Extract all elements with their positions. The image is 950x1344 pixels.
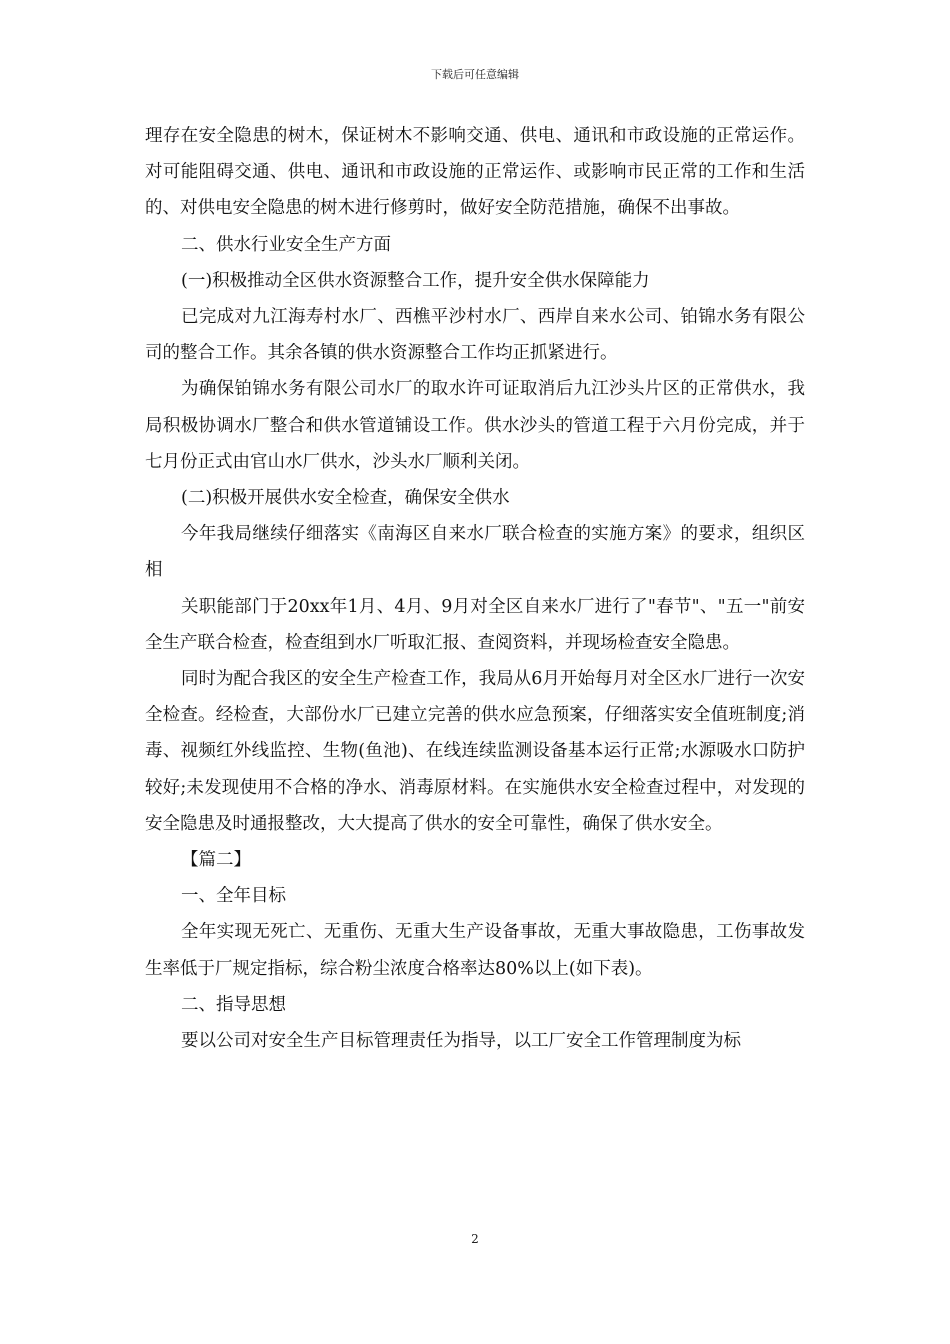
paragraph: 要以公司对安全生产目标管理责任为指导，以工厂安全工作管理制度为标 — [181, 1031, 741, 1052]
paragraph: 已完成对九江海寿村水厂、西樵平沙村水厂、西岸自来水公司、铂锦水务有限公司的整合工作。其余各镇的供水资源整合工作均正抓紧进行。 — [145, 307, 805, 364]
paragraph: 理存在安全隐患的树木，保证树木不影响交通、供电、通讯和市政设施的正常运作。对可能阻碍交通、供电、通讯和市政设施的正常运作、或影响市民正常的工作和生活的、对供电安全隐患的树木进行修剪时，做好安全防范措施，确保不出事故。 — [145, 126, 805, 219]
subsection-heading: (一)积极推动全区供水资源整合工作，提升安全供水保障能力 — [181, 270, 650, 291]
paragraph: 今年我局继续仔细落实《南海区自来水厂联合检查的实施方案》的要求，组织区相 — [145, 524, 805, 581]
paragraph: 全年实现无死亡、无重伤、无重大生产设备事故，无重大事故隐患，工伤事故发生率低于厂规定指标，综合粉尘浓度合格率达80%以上(如下表)。 — [145, 922, 805, 979]
section-heading: 二、指导思想 — [181, 994, 286, 1015]
paragraph: 关职能部门于20xx年1月、4月、9月对全区自来水厂进行了"春节"、"五一"前安全生产联合检查，检查组到水厂听取汇报、查阅资料，并现场检查安全隐患。 — [145, 596, 805, 653]
page-number: 2 — [471, 1232, 479, 1246]
part-heading: 【篇二】 — [181, 850, 251, 871]
section-heading: 二、供水行业安全生产方面 — [181, 234, 391, 255]
paragraph: 同时为配合我区的安全生产检查工作，我局从6月开始每月对全区水厂进行一次安全检查。经检查，大部份水厂已建立完善的供水应急预案，仔细落实安全值班制度;消毒、视频红外线监控、生物(鱼池)、在线连续监测设备基本运行正常;水源吸水口防护较好;未发现使用不合格的净水、消毒原材料。在实施供水安全检查过程中，对发现的安全隐患及时通报整改，大大提高了供水的安全可靠性，确保了供水安全。 — [145, 669, 805, 834]
document-body — [145, 118, 805, 1059]
paragraph: 为确保铂锦水务有限公司水厂的取水许可证取消后九江沙头片区的正常供水，我局积极协调水厂整合和供水管道铺设工作。供水沙头的管道工程于六月份完成，并于七月份正式由官山水厂供水，沙头水厂顺利关闭。 — [145, 379, 805, 472]
page-header-note: 下载后可任意编辑 — [431, 68, 519, 81]
section-heading: 一、全年目标 — [181, 886, 286, 907]
subsection-heading: (二)积极开展供水安全检查，确保安全供水 — [181, 488, 510, 509]
